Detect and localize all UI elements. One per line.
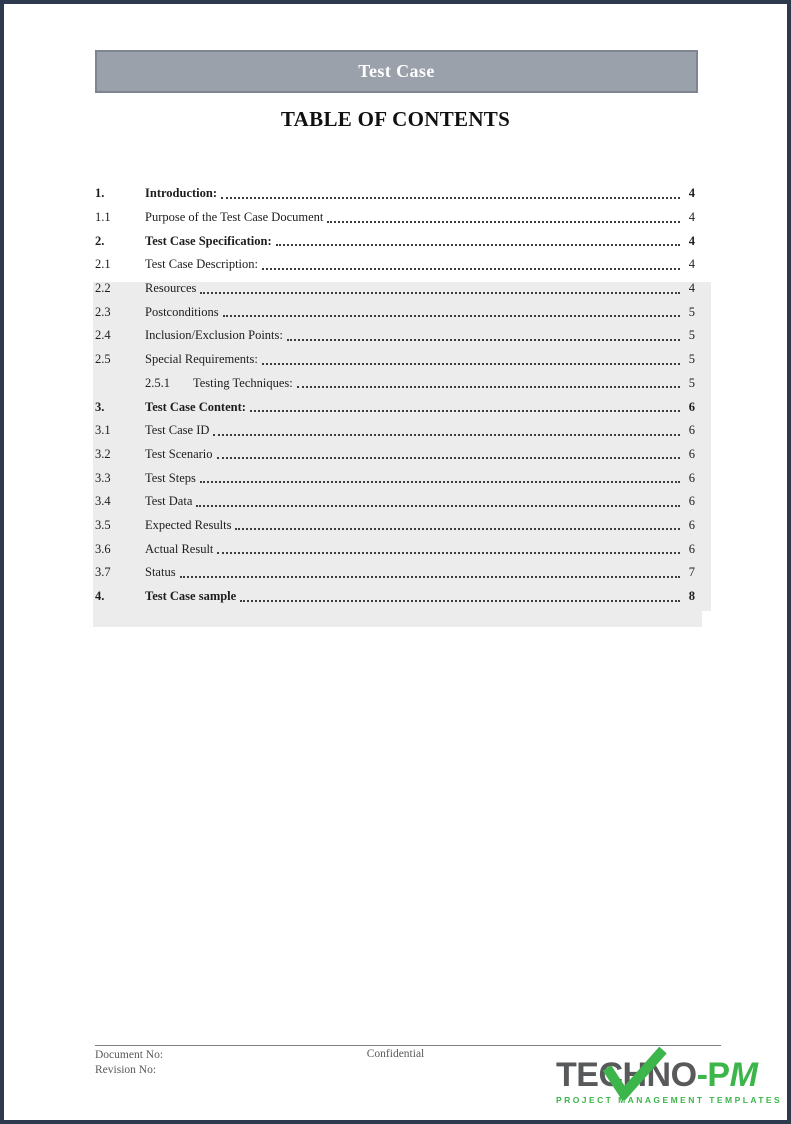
toc-dot-leader <box>217 457 680 459</box>
toc-dot-leader <box>223 315 680 317</box>
toc-entry[interactable] <box>95 561 695 585</box>
toc-entry-page: 6 <box>688 517 695 532</box>
toc-entry-title: Purpose of the Test Case Document <box>145 210 324 225</box>
toc-dot-leader <box>180 576 680 578</box>
toc-entry[interactable] <box>95 300 695 324</box>
toc-entry[interactable] <box>95 324 695 348</box>
toc-entry-page: 4 <box>688 281 695 296</box>
toc-entry-number: 2. <box>95 233 105 248</box>
highlight-block-tail <box>93 611 702 627</box>
toc-entry-title: Test Case ID <box>145 423 210 438</box>
toc-entry-title: Postconditions <box>145 304 219 319</box>
toc-entry-title: Test Case Description: <box>145 257 258 272</box>
toc-entry-number: 2.5 <box>95 352 111 367</box>
toc-entry-number: 3.6 <box>95 541 111 556</box>
toc-dot-leader <box>250 410 680 412</box>
toc-entry[interactable] <box>95 372 695 396</box>
confidential-label: Confidential <box>366 1048 425 1060</box>
toc-entry[interactable] <box>95 348 695 372</box>
toc-entry[interactable] <box>95 395 695 419</box>
toc-entry-title: Test Case sample <box>145 589 237 604</box>
toc-entry[interactable] <box>95 514 695 538</box>
toc-entry-number: 3.4 <box>95 494 111 509</box>
toc-entry-page: 4 <box>688 257 695 272</box>
toc-list <box>95 182 695 608</box>
toc-entry-page: 6 <box>688 541 695 556</box>
toc-entry[interactable] <box>95 253 695 277</box>
toc-dot-leader <box>213 434 680 436</box>
toc-dot-leader <box>262 268 680 270</box>
toc-entry[interactable] <box>95 537 695 561</box>
toc-entry[interactable] <box>95 182 695 206</box>
toc-entry-number: 3.3 <box>95 470 111 485</box>
toc-entry-number: 3.2 <box>95 446 111 461</box>
toc-dot-leader <box>200 481 680 483</box>
toc-dot-leader <box>297 386 680 388</box>
toc-entry-page: 6 <box>688 446 695 461</box>
toc-entry[interactable] <box>95 466 695 490</box>
toc-dot-leader <box>200 292 680 294</box>
toc-entry-page: 5 <box>688 328 695 343</box>
toc-dot-leader <box>217 552 680 554</box>
toc-dot-leader <box>196 505 680 507</box>
toc-entry-number: 3.7 <box>95 565 111 580</box>
toc-entry[interactable] <box>95 277 695 301</box>
toc-entry-title: Inclusion/Exclusion Points: <box>145 328 283 343</box>
toc-entry-page: 5 <box>688 304 695 319</box>
toc-entry[interactable] <box>95 419 695 443</box>
toc-entry-number: 2.5.1 <box>145 375 170 390</box>
toc-entry[interactable] <box>95 443 695 467</box>
toc-entry-number: 2.4 <box>95 328 111 343</box>
toc-entry-page: 5 <box>688 375 695 390</box>
document-title: Test Case <box>358 61 435 81</box>
toc-entry-page: 4 <box>688 210 695 225</box>
document-no-label: Document No: <box>95 1049 164 1061</box>
toc-entry-page: 6 <box>688 494 695 509</box>
toc-entry-page: 6 <box>688 399 695 414</box>
toc-entry-number: 4. <box>95 589 105 604</box>
toc-dot-leader <box>276 244 680 246</box>
toc-dot-leader <box>221 197 680 199</box>
toc-entry-page: 6 <box>688 470 695 485</box>
toc-entry-number: 1. <box>95 186 105 201</box>
toc-heading: TABLE OF CONTENTS <box>280 107 511 131</box>
toc-entry-title: Actual Result <box>145 541 214 556</box>
toc-dot-leader <box>240 600 680 602</box>
toc-entry-title: Test Scenario <box>145 446 213 461</box>
toc-entry-page: 4 <box>688 186 695 201</box>
toc-entry-title: Special Requirements: <box>145 352 258 367</box>
toc-entry-number: 3. <box>95 399 105 414</box>
toc-entry[interactable] <box>95 585 695 609</box>
toc-entry-title: Resources <box>145 281 197 296</box>
logo-text-green: -P <box>696 1056 730 1094</box>
toc-entry-title: Expected Results <box>145 517 232 532</box>
footer-divider <box>95 1045 721 1046</box>
checkmark-icon <box>602 1047 668 1100</box>
toc-dot-leader <box>235 528 680 530</box>
toc-entry-title: Test Case Specification: <box>145 233 272 248</box>
toc-entry-title: Test Case Content: <box>145 399 246 414</box>
logo-text-dark: TECHNO <box>556 1056 697 1094</box>
toc-dot-leader <box>287 339 680 341</box>
toc-entry-title: Status <box>145 565 176 580</box>
logo-text-green-m: M <box>729 1056 758 1094</box>
toc-entry-page: 4 <box>688 233 695 248</box>
toc-entry-number: 3.1 <box>95 423 111 438</box>
title-banner <box>95 50 698 93</box>
logo-wordmark <box>556 1058 790 1092</box>
toc-entry-title: Test Data <box>145 494 193 509</box>
toc-entry-title: Testing Techniques: <box>193 375 293 390</box>
toc-entry-page: 7 <box>688 565 695 580</box>
toc-entry-page: 5 <box>688 352 695 367</box>
toc-entry-title: Introduction: <box>145 186 218 201</box>
toc-entry[interactable] <box>95 490 695 514</box>
toc-entry-number: 3.5 <box>95 517 111 532</box>
toc-entry[interactable] <box>95 229 695 253</box>
toc-entry[interactable] <box>95 206 695 230</box>
toc-entry-number: 2.1 <box>95 257 111 272</box>
logo-tagline: PROJECT MANAGEMENT TEMPLATES <box>556 1095 783 1105</box>
revision-no-label: Revision No: <box>95 1063 157 1076</box>
toc-entry-title: Test Steps <box>145 470 196 485</box>
toc-entry-number: 2.3 <box>95 304 111 319</box>
toc-entry-number: 1.1 <box>95 210 111 225</box>
toc-entry-page: 8 <box>688 589 695 604</box>
techno-pm-logo <box>556 1048 790 1116</box>
toc-dot-leader <box>327 221 680 223</box>
toc-entry-number: 2.2 <box>95 281 111 296</box>
toc-entry-page: 6 <box>688 423 695 438</box>
toc-dot-leader <box>262 363 680 365</box>
